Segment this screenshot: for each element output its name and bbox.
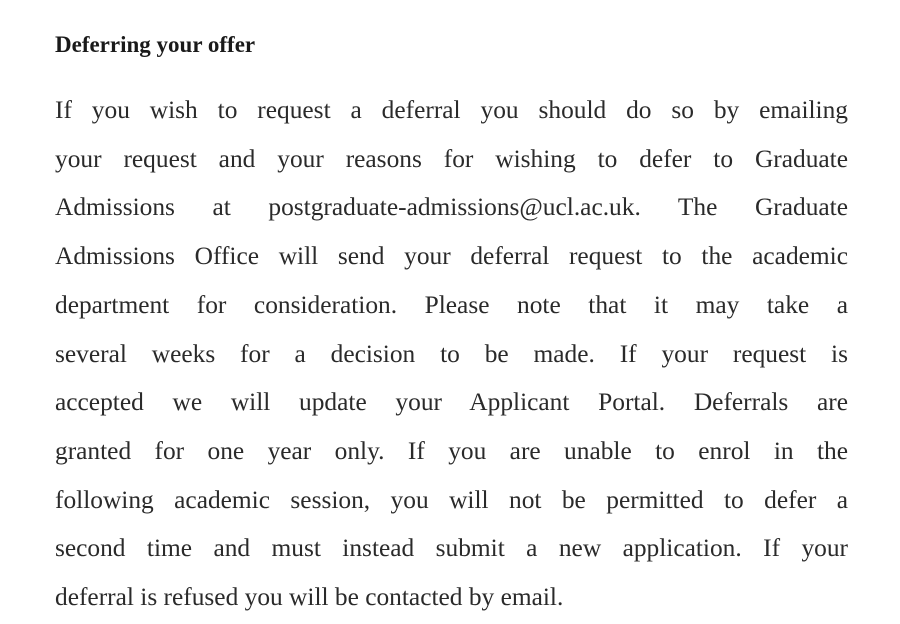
paragraph-line: your request and your reasons for wishing to defer to Graduate	[55, 144, 848, 173]
paragraph-line: following academic session, you will not be permitted to defer a	[55, 485, 848, 514]
paragraph-line: department for consideration. Please note that it may take a	[55, 290, 848, 319]
section-paragraph	[55, 86, 848, 622]
paragraph-line: Admissions at postgraduate-admissions@ucl.ac.uk. The Graduate	[55, 193, 848, 222]
paragraph-line: second time and must instead submit a new application. If your	[55, 534, 848, 563]
paragraph-line: Admissions Office will send your deferral request to the academic	[55, 242, 848, 271]
document-section	[55, 28, 848, 622]
paragraph-line: granted for one year only. If you are unable to enrol in the	[55, 436, 848, 465]
paragraph-line: accepted we will update your Applicant Portal. Deferrals are	[55, 388, 848, 417]
section-heading: Deferring your offer	[55, 32, 256, 57]
paragraph-line: several weeks for a decision to be made. If your request is	[55, 339, 848, 368]
paragraph-line: deferral is refused you will be contacted by email.	[55, 583, 564, 612]
paragraph-line: If you wish to request a deferral you should do so by emailing	[55, 96, 848, 124]
